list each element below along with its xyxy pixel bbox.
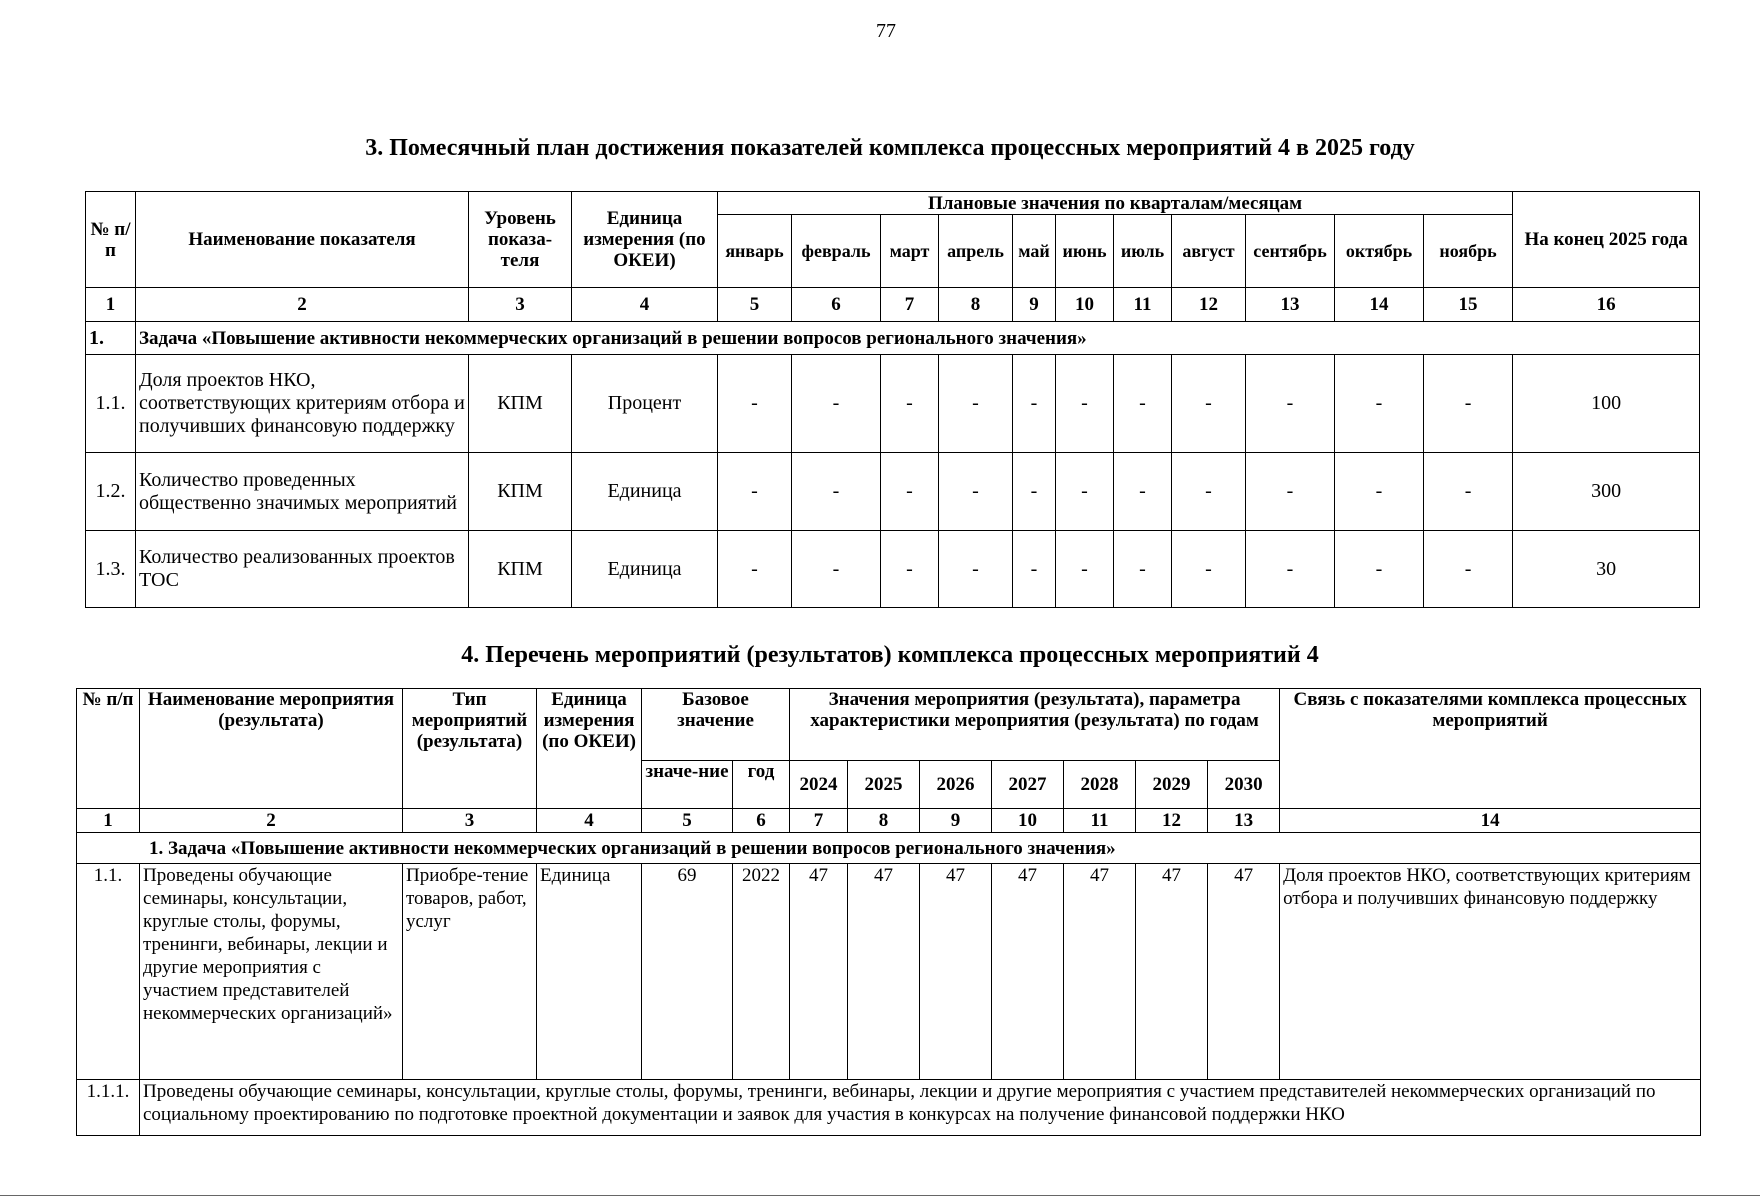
col-number: 2	[136, 288, 469, 322]
month-value: -	[1013, 355, 1056, 453]
header-month: май	[1013, 215, 1056, 288]
year-value: 47	[1064, 864, 1136, 1080]
month-value: -	[1246, 531, 1335, 608]
col-number: 16	[1513, 288, 1700, 322]
col-number: 14	[1280, 809, 1701, 833]
header-unit: Единица измерения (по ОКЕИ)	[572, 192, 718, 288]
row-num: 1.1.	[77, 864, 140, 1080]
row-name: Доля проектов НКО, соответствующих критериям отбора и получивших финансовую поддержку	[136, 355, 469, 453]
month-value: -	[1056, 453, 1114, 531]
month-value: -	[718, 453, 792, 531]
month-value: -	[1335, 453, 1424, 531]
header-year: 2028	[1064, 761, 1136, 809]
month-value: -	[1424, 355, 1513, 453]
row-num: 1.2.	[86, 453, 136, 531]
col-number: 9	[1013, 288, 1056, 322]
monthly-plan-table	[85, 191, 1700, 608]
col-number: 7	[790, 809, 848, 833]
col-number: 10	[992, 809, 1064, 833]
month-value: -	[1114, 453, 1172, 531]
month-value: -	[881, 531, 939, 608]
month-value: -	[881, 453, 939, 531]
year-value: 47	[1208, 864, 1280, 1080]
col-number: 12	[1136, 809, 1208, 833]
month-value: -	[1114, 531, 1172, 608]
header-month: апрель	[939, 215, 1013, 288]
row-num: 1.3.	[86, 531, 136, 608]
month-value: -	[881, 355, 939, 453]
col-number: 3	[403, 809, 537, 833]
row-unit: Единица	[537, 864, 642, 1080]
header-num: № п/п	[77, 689, 140, 809]
header-month: июль	[1114, 215, 1172, 288]
header-values-by-year: Значения мероприятия (результата), параметра характеристики мероприятия (результата) по годам	[790, 689, 1280, 761]
task-num: 1.	[86, 322, 136, 355]
year-value: 47	[1136, 864, 1208, 1080]
month-value: -	[1335, 355, 1424, 453]
col-number: 12	[1172, 288, 1246, 322]
col-number: 14	[1335, 288, 1424, 322]
activities-table	[76, 688, 1701, 1136]
table4-title: 4. Перечень мероприятий (результатов) комплекса процессных мероприятий 4	[461, 642, 1319, 668]
header-level: Уровень показа-теля	[469, 192, 572, 288]
month-value: -	[1172, 355, 1246, 453]
year-value: 47	[790, 864, 848, 1080]
col-number: 4	[572, 288, 718, 322]
header-year: 2024	[790, 761, 848, 809]
col-number: 4	[537, 809, 642, 833]
page-number: 77	[876, 20, 896, 42]
col-number: 5	[642, 809, 733, 833]
month-value: -	[1246, 355, 1335, 453]
header-month: январь	[718, 215, 792, 288]
header-month: февраль	[792, 215, 881, 288]
row-end-value: 100	[1513, 355, 1700, 453]
month-value: -	[1424, 453, 1513, 531]
month-value: -	[792, 531, 881, 608]
header-base-value: Базовое значение	[642, 689, 790, 761]
row-level: КПМ	[469, 355, 572, 453]
table-subrow	[77, 1080, 1701, 1136]
row-level: КПМ	[469, 531, 572, 608]
col-number: 1	[77, 809, 140, 833]
task-text: Задача «Повышение активности некоммерческих организаций в решении вопросов регионального значения»	[136, 322, 1700, 355]
month-value: -	[1424, 531, 1513, 608]
table-row	[77, 864, 1701, 1080]
month-value: -	[792, 453, 881, 531]
col-number: 6	[733, 809, 790, 833]
table-row	[86, 453, 1700, 531]
month-value: -	[718, 531, 792, 608]
row-end-value: 300	[1513, 453, 1700, 531]
month-value: -	[1056, 531, 1114, 608]
page-bottom-divider	[0, 1195, 1760, 1196]
row-unit: Процент	[572, 355, 718, 453]
header-base-val: значе-ние	[642, 761, 733, 809]
row-activity-type: Приобре-тение товаров, работ, услуг	[403, 864, 537, 1080]
header-link: Связь с показателями комплекса процессных мероприятий	[1280, 689, 1701, 809]
subrow-num: 1.1.1.	[77, 1080, 140, 1136]
col-number: 1	[86, 288, 136, 322]
month-value: -	[1172, 531, 1246, 608]
row-base-year: 2022	[733, 864, 790, 1080]
header-month: сентябрь	[1246, 215, 1335, 288]
year-value: 47	[920, 864, 992, 1080]
header-num: № п/п	[86, 192, 136, 288]
col-number: 15	[1424, 288, 1513, 322]
header-month: август	[1172, 215, 1246, 288]
col-number: 13	[1246, 288, 1335, 322]
month-value: -	[1172, 453, 1246, 531]
header-name: Наименование показателя	[136, 192, 469, 288]
header-month: октябрь	[1335, 215, 1424, 288]
row-end-value: 30	[1513, 531, 1700, 608]
subrow-text: Проведены обучающие семинары, консультации, круглые столы, форумы, тренинги, вебинары, лекции и другие мероприятия с участием представителей некоммерческих организаций по социальному проектированию по подготовке проектной документации и заявок для участия в конкурсах на получение финансовой поддержки НКО	[140, 1080, 1701, 1136]
month-value: -	[1013, 453, 1056, 531]
col-number: 13	[1208, 809, 1280, 833]
col-number: 7	[881, 288, 939, 322]
month-value: -	[1335, 531, 1424, 608]
row-name: Количество проведенных общественно значимых мероприятий	[136, 453, 469, 531]
year-value: 47	[848, 864, 920, 1080]
header-year: 2030	[1208, 761, 1280, 809]
month-value: -	[718, 355, 792, 453]
month-value: -	[792, 355, 881, 453]
row-base-value: 69	[642, 864, 733, 1080]
col-number: 8	[848, 809, 920, 833]
header-year: 2026	[920, 761, 992, 809]
table3-title: 3. Помесячный план достижения показателей комплекса процессных мероприятий 4 в 2025 году	[365, 135, 1415, 161]
col-number: 2	[140, 809, 403, 833]
header-month: июнь	[1056, 215, 1114, 288]
month-value: -	[1114, 355, 1172, 453]
table-row	[86, 355, 1700, 453]
header-end-of-year: На конец 2025 года	[1513, 192, 1700, 288]
header-year: 2029	[1136, 761, 1208, 809]
header-base-year: год	[733, 761, 790, 809]
col-number: 5	[718, 288, 792, 322]
month-value: -	[1056, 355, 1114, 453]
header-activity-type: Тип мероприятий (результата)	[403, 689, 537, 809]
col-number: 9	[920, 809, 992, 833]
header-month: март	[881, 215, 939, 288]
col-number: 3	[469, 288, 572, 322]
row-name: Количество реализованных проектов ТОС	[136, 531, 469, 608]
month-value: -	[1013, 531, 1056, 608]
col-number: 11	[1114, 288, 1172, 322]
month-value: -	[939, 453, 1013, 531]
header-month: ноябрь	[1424, 215, 1513, 288]
year-value: 47	[992, 864, 1064, 1080]
row-activity-name: Проведены обучающие семинары, консультации, круглые столы, форумы, тренинги, вебинары, лекции и другие мероприятия с участием представителей некоммерческих организаций»	[140, 864, 403, 1080]
row-unit: Единица	[572, 531, 718, 608]
row-link: Доля проектов НКО, соответствующих критериям отбора и получивших финансовую поддержку	[1280, 864, 1701, 1080]
table-row	[86, 531, 1700, 608]
month-value: -	[939, 355, 1013, 453]
row-unit: Единица	[572, 453, 718, 531]
header-unit: Единица измерения (по ОКЕИ)	[537, 689, 642, 809]
header-year: 2027	[992, 761, 1064, 809]
col-number: 8	[939, 288, 1013, 322]
month-value: -	[1246, 453, 1335, 531]
col-number: 6	[792, 288, 881, 322]
task-text: 1. Задача «Повышение активности некоммерческих организаций в решении вопросов регионального значения»	[77, 833, 1701, 864]
header-year: 2025	[848, 761, 920, 809]
header-planned: Плановые значения по кварталам/месяцам	[718, 192, 1513, 215]
col-number: 11	[1064, 809, 1136, 833]
month-value: -	[939, 531, 1013, 608]
header-activity-name: Наименование мероприятия (результата)	[140, 689, 403, 809]
row-level: КПМ	[469, 453, 572, 531]
row-num: 1.1.	[86, 355, 136, 453]
col-number: 10	[1056, 288, 1114, 322]
